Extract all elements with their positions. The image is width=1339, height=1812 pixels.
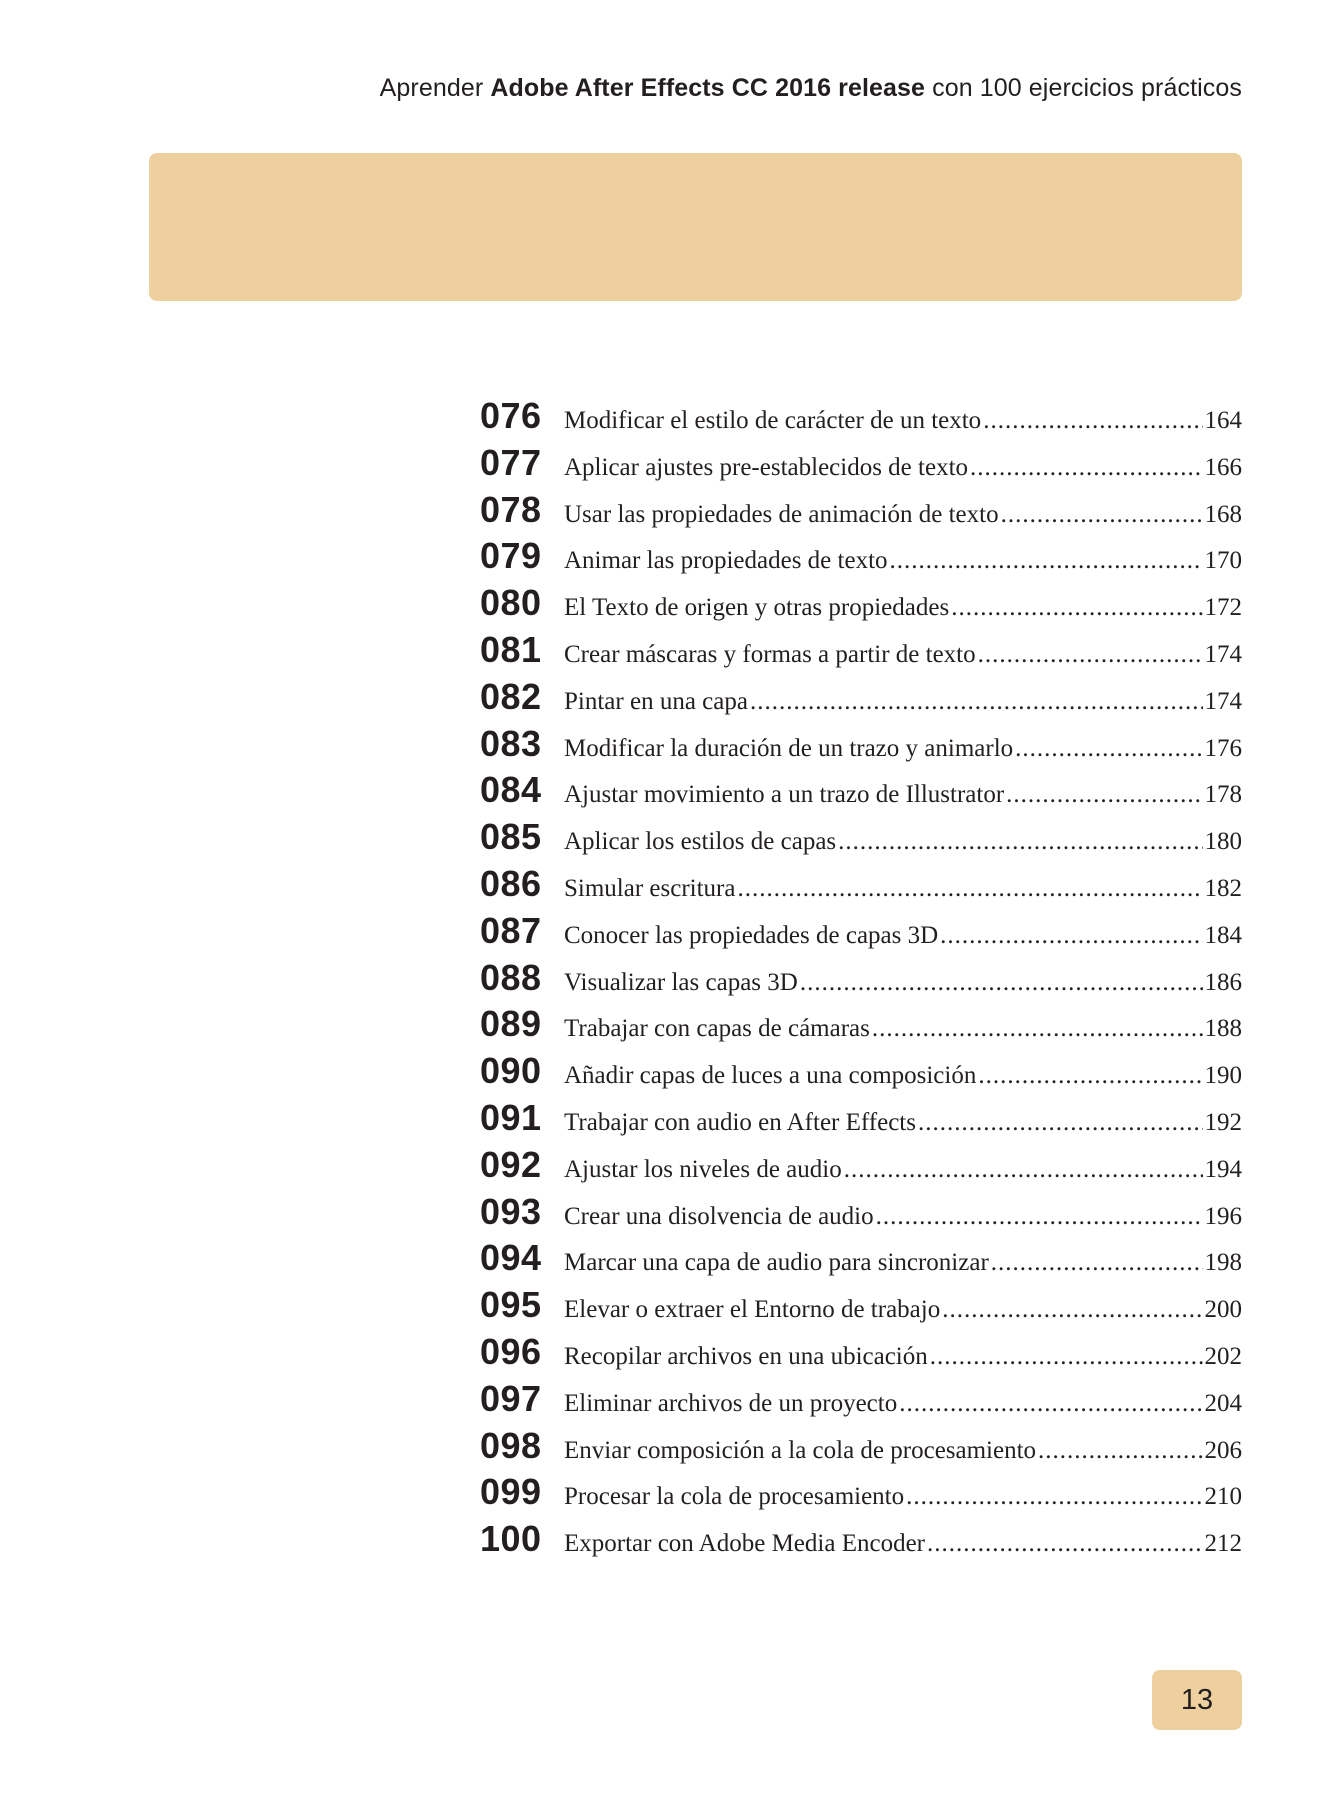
dot-leader — [991, 1240, 1203, 1287]
chapter-banner — [149, 153, 1242, 301]
exercise-title: Visualizar las capas 3D — [564, 968, 798, 996]
toc-entry[interactable] — [480, 721, 1242, 768]
exercise-page: 212 — [1204, 1530, 1242, 1558]
exercise-page: 198 — [1204, 1249, 1242, 1277]
exercise-title: Marcar una capa de audio para sincronizar — [564, 1249, 989, 1277]
dot-leader — [899, 1381, 1202, 1428]
exercise-page: 188 — [1204, 1015, 1242, 1043]
exercise-page: 164 — [1204, 407, 1242, 434]
running-header — [380, 74, 1242, 103]
exercise-title: Elevar o extraer el Entorno de trabajo — [564, 1296, 941, 1324]
exercise-page: 190 — [1204, 1062, 1242, 1090]
page-number-badge — [1152, 1670, 1242, 1730]
dot-leader — [1038, 1428, 1202, 1475]
exercise-title: El Texto de origen y otras propiedades — [564, 594, 950, 622]
dot-leader — [983, 398, 1202, 445]
dot-leader — [978, 1053, 1202, 1100]
exercise-title: Animar las propiedades de texto — [564, 547, 888, 575]
dot-leader — [940, 913, 1202, 960]
toc-entry[interactable] — [480, 393, 1242, 440]
exercise-page: 204 — [1204, 1389, 1242, 1417]
header-suffix: con 100 ejercicios prácticos — [925, 74, 1242, 102]
exercise-title: Modificar el estilo de carácter de un texto — [564, 407, 982, 434]
dot-leader — [978, 632, 1203, 679]
toc-entry[interactable] — [480, 861, 1242, 908]
dot-leader — [890, 538, 1203, 585]
toc-entry[interactable] — [480, 487, 1242, 534]
dot-leader — [942, 1287, 1202, 1334]
toc-entry[interactable] — [480, 1329, 1242, 1376]
toc-entry[interactable] — [480, 533, 1242, 580]
exercise-title: Procesar la cola de procesamiento — [564, 1483, 905, 1511]
exercise-title: Añadir capas de luces a una composición — [564, 1062, 977, 1090]
exercise-number: 085 — [480, 816, 542, 858]
exercise-number: 095 — [480, 1284, 542, 1326]
dot-leader — [927, 1521, 1203, 1568]
exercise-page: 206 — [1204, 1436, 1242, 1464]
exercise-number: 093 — [480, 1190, 542, 1232]
exercise-title: Pintar en una capa — [564, 687, 748, 715]
exercise-number: 099 — [480, 1471, 542, 1513]
exercise-title: Simular escritura — [564, 874, 736, 902]
toc-entry[interactable] — [480, 1516, 1242, 1563]
dot-leader — [750, 679, 1203, 726]
toc-entry[interactable] — [480, 908, 1242, 955]
toc-entry[interactable] — [480, 1469, 1242, 1516]
exercise-title: Crear máscaras y formas a partir de texto — [564, 640, 976, 668]
exercise-page: 196 — [1204, 1202, 1242, 1230]
dot-leader — [930, 1334, 1203, 1381]
toc-entry[interactable] — [480, 1423, 1242, 1470]
dot-leader — [1006, 772, 1202, 819]
dot-leader — [951, 585, 1202, 632]
exercise-title: Enviar composición a la cola de procesamiento — [564, 1436, 1037, 1464]
exercise-title: Usar las propiedades de animación de texto — [564, 500, 999, 528]
dot-leader — [872, 1006, 1203, 1053]
exercise-title: Aplicar los estilos de capas — [564, 828, 837, 856]
exercise-page: 210 — [1204, 1483, 1242, 1511]
toc-entry[interactable] — [480, 1282, 1242, 1329]
dot-leader — [970, 445, 1202, 492]
exercise-number: 081 — [480, 628, 542, 670]
exercise-number: 082 — [480, 675, 542, 717]
exercise-page: 192 — [1204, 1108, 1242, 1136]
exercise-number: 086 — [480, 862, 542, 904]
exercise-number: 096 — [480, 1330, 542, 1372]
exercise-number: 080 — [480, 582, 542, 624]
exercise-title: Exportar con Adobe Media Encoder — [564, 1530, 925, 1558]
exercise-number: 092 — [480, 1143, 542, 1185]
exercise-page: 174 — [1204, 640, 1242, 668]
exercise-number: 087 — [480, 909, 542, 951]
exercise-page: 202 — [1204, 1342, 1242, 1370]
exercise-page: 184 — [1204, 921, 1242, 949]
toc-entry[interactable] — [480, 627, 1242, 674]
exercise-number: 091 — [480, 1096, 542, 1138]
exercise-page: 168 — [1204, 500, 1242, 528]
exercise-page: 200 — [1204, 1296, 1242, 1324]
exercise-number: 097 — [480, 1377, 542, 1419]
toc-entry[interactable] — [480, 1189, 1242, 1236]
exercise-number: 090 — [480, 1050, 542, 1092]
dot-leader — [844, 1147, 1203, 1194]
exercise-page: 194 — [1204, 1155, 1242, 1183]
exercise-number: 100 — [480, 1518, 542, 1560]
book-title: Adobe After Effects CC 2016 release — [490, 74, 926, 102]
exercise-number: 084 — [480, 769, 542, 811]
dot-leader — [737, 866, 1202, 913]
exercise-title: Modificar la duración de un trazo y animarlo — [564, 734, 1014, 762]
exercise-page: 186 — [1204, 968, 1242, 996]
toc-entry[interactable] — [480, 767, 1242, 814]
exercise-title: Trabajar con audio en After Effects — [564, 1108, 916, 1136]
exercise-number: 094 — [480, 1237, 542, 1279]
toc-entry[interactable] — [480, 955, 1242, 1002]
exercise-number: 083 — [480, 722, 542, 764]
table-of-contents — [480, 393, 1242, 1563]
exercise-title: Ajustar los niveles de audio — [564, 1155, 842, 1183]
toc-entry[interactable] — [480, 1095, 1242, 1142]
toc-entry[interactable] — [480, 1235, 1242, 1282]
exercise-page: 180 — [1204, 828, 1242, 856]
exercise-title: Aplicar ajustes pre-establecidos de texto — [564, 453, 969, 481]
dot-leader — [918, 1100, 1203, 1147]
exercise-title: Ajustar movimiento a un trazo de Illustrator — [564, 781, 1005, 809]
dot-leader — [1015, 726, 1202, 773]
exercise-title: Trabajar con capas de cámaras — [564, 1015, 870, 1043]
dot-leader — [876, 1194, 1203, 1241]
exercise-title: Crear una disolvencia de audio — [564, 1202, 874, 1230]
toc-entry[interactable] — [480, 1376, 1242, 1423]
dot-leader — [1001, 492, 1203, 539]
exercise-page: 174 — [1204, 687, 1242, 715]
toc-entry[interactable] — [480, 440, 1242, 487]
exercise-number: 079 — [480, 535, 542, 577]
exercise-page: 178 — [1204, 781, 1242, 809]
exercise-number: 076 — [480, 395, 542, 436]
dot-leader — [906, 1474, 1202, 1521]
toc-entry[interactable] — [480, 1048, 1242, 1095]
exercise-title: Conocer las propiedades de capas 3D — [564, 921, 939, 949]
exercise-page: 166 — [1204, 453, 1242, 481]
exercise-page: 172 — [1204, 594, 1242, 622]
page-number: 13 — [1180, 1683, 1214, 1716]
exercise-page: 176 — [1204, 734, 1242, 762]
toc-entry[interactable] — [480, 1142, 1242, 1189]
toc-entry[interactable] — [480, 814, 1242, 861]
exercise-number: 098 — [480, 1424, 542, 1466]
toc-entry[interactable] — [480, 580, 1242, 627]
exercise-page: 170 — [1204, 547, 1242, 575]
dot-leader — [800, 960, 1203, 1007]
exercise-number: 078 — [480, 488, 542, 530]
exercise-number: 089 — [480, 1003, 542, 1045]
toc-entry[interactable] — [480, 674, 1242, 721]
exercise-number: 077 — [480, 441, 542, 483]
exercise-title: Recopilar archivos en una ubicación — [564, 1342, 928, 1370]
exercise-number: 088 — [480, 956, 542, 998]
dot-leader — [838, 819, 1202, 866]
exercise-page: 182 — [1204, 874, 1242, 902]
header-prefix: Aprender — [379, 74, 491, 102]
exercise-title: Eliminar archivos de un proyecto — [564, 1389, 898, 1417]
toc-entry[interactable] — [480, 1001, 1242, 1048]
